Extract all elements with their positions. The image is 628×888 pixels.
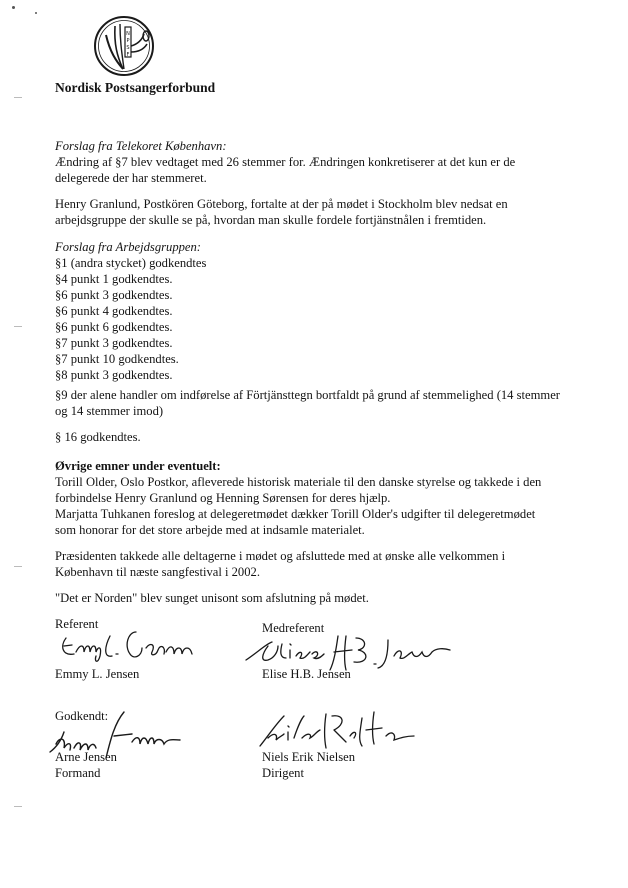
svg-text:N: N [126,31,130,37]
body-line: Præsidenten takkede alle deltagerne i mødet og afsluttede med at ønske alle velkommen i [55,549,506,563]
list-item: §7 punkt 3 godkendtes. [55,336,173,350]
section-heading-arbejdsgruppen: Forslag fra Arbejdsgruppen: [55,240,201,254]
body-line: Torill Older, Oslo Postkor, afleverede historisk materiale til den danske styrelse og takkede i den [55,475,542,489]
list-item: §1 (andra stycket) godkendtes [55,256,207,270]
medreferent-title: Medreferent [262,621,325,635]
body-line: Marjatta Tuhkanen foreslog at delegeretmødet dækker Torill Older's udgifter til delegeretmødet [55,507,536,521]
body-line: delegerede der har stemmeret. [55,171,207,185]
svg-text:P: P [126,38,130,44]
dirigent-role: Dirigent [262,766,304,780]
svg-text:S: S [126,45,130,51]
body-line: §9 der alene handler om indførelse af Förtjänsttegn bortfaldt på grund af stemmelighed (14 stemmer [55,388,560,402]
section-heading-eventuelt: Øvrige emner under eventuelt: [55,459,221,473]
formand-role: Formand [55,766,101,780]
organization-name: Nordisk Postsangerforbund [55,80,216,95]
list-item: §6 punkt 3 godkendtes. [55,288,173,302]
dirigent-signature [254,708,424,752]
body-line: Ændring af §7 blev vedtaget med 26 stemmer for. Ændringen konkretiserer at det kun er de [55,155,516,169]
section-heading-telekoret: Forslag fra Telekoret København: [55,139,227,153]
body-line: "Det er Norden" blev sunget unisont som afslutning på mødet. [55,591,369,605]
svg-text:F: F [126,52,130,58]
body-line: og 14 stemmer imod) [55,404,164,418]
body-line: arbejdsgruppe der skulle se på, hvordan man skulle fordele fortjänstnålen i fremtiden. [55,213,487,227]
margin-mark [14,806,22,807]
referent-name: Emmy L. Jensen [55,667,140,681]
list-item: §4 punkt 1 godkendtes. [55,272,173,286]
scan-speck [35,12,37,14]
body-line: København til næste sangfestival i 2002. [55,565,260,579]
formand-name: Arne Jensen [55,750,117,764]
list-item: §8 punkt 3 godkendtes. [55,368,173,382]
scan-speck [12,6,15,9]
godkendt-label: Godkendt: [55,709,109,723]
body-line: som honorar for det store arbejde med at indsamle materialet. [55,523,365,537]
dirigent-name: Niels Erik Nielsen [262,750,356,764]
margin-mark [14,566,22,567]
medreferent-name: Elise H.B. Jensen [262,667,351,681]
referent-signature [58,626,218,666]
list-item: §6 punkt 4 godkendtes. [55,304,173,318]
margin-mark [14,326,22,327]
body-line: § 16 godkendtes. [55,430,141,444]
margin-mark [14,97,22,98]
referent-title: Referent [55,617,99,631]
body-line: forbindelse Henry Granlund og Henning Sørensen for deres hjælp. [55,491,391,505]
npsf-logo [92,14,156,78]
list-item: §6 punkt 6 godkendtes. [55,320,173,334]
body-line: Henry Granlund, Postkören Göteborg, fortalte at der på mødet i Stockholm blev nedsat en [55,197,508,211]
list-item: §7 punkt 10 godkendtes. [55,352,179,366]
